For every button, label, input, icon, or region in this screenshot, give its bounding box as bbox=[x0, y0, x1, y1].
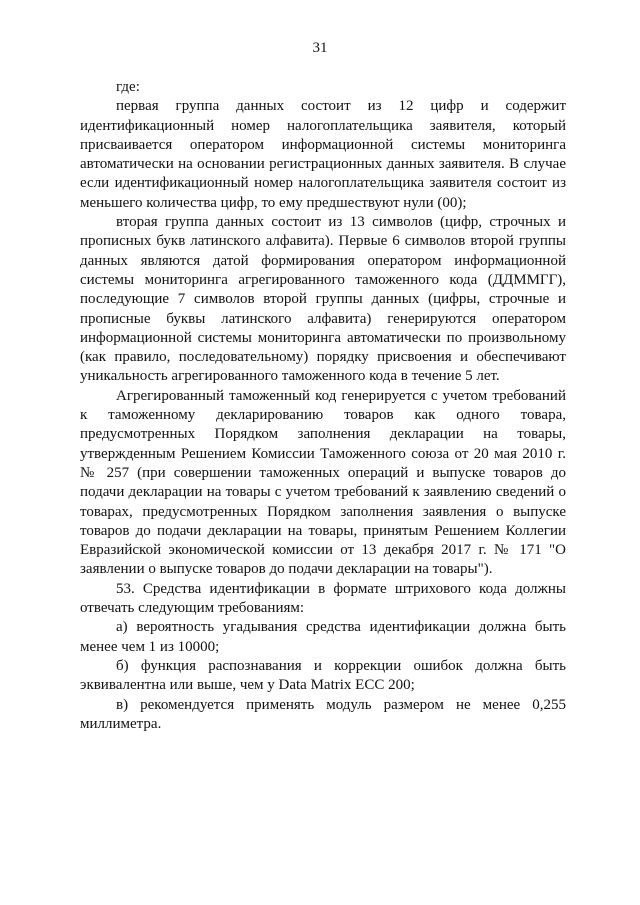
paragraph-clause-53: 53. Средства идентификации в формате штрихового кода должны отвечать следующим требованиям: bbox=[80, 580, 566, 617]
paragraph-item-b: б) функция распознавания и коррекции ошибок должна быть эквивалентна или выше, чем у Data Matrix ECC 200; bbox=[80, 657, 566, 694]
paragraph-where: где: bbox=[116, 79, 140, 95]
document-body bbox=[80, 78, 566, 734]
paragraph-aggregated-customs-code: Агрегированный таможенный код генерируется с учетом требований к таможенному декларированию товаров как одного товара, предусмотренных Порядком заполнения декларации на товары, утвержденным Решением Комиссии Таможенного союза от 20 мая 2010 г. № 257 (при совершении таможенных операций и выпуске товаров до подачи декларации на товары с учетом требований к заявлению сведений о товарах, предусмотренных Порядком заполнения заявления о выпуске товаров до подачи декларации на товары, принятым Решением Коллегии Евразийской экономической комиссии от 13 декабря 2017 г. № 171 "О заявлении о выпуске товаров до подачи декларации на товары"). bbox=[80, 387, 566, 578]
paragraph-first-data-group: первая группа данных состоит из 12 цифр и содержит идентификационный номер налогоплательщика заявителя, который присваивается оператором информационной системы мониторинга автоматически на основании регистрационных данных заявителя. В случае если идентификационный номер налогоплательщика заявителя состоит из меньшего количества цифр, то ему предшествуют нули (00); bbox=[80, 98, 566, 211]
page-number: 31 bbox=[312, 40, 328, 56]
paragraph-second-data-group: вторая группа данных состоит из 13 символов (цифр, строчных и прописных букв латинского алфавита). Первые 6 символов второй группы данных являются датой формирования оператором информационной системы мониторинга агрегированного таможенного кода (ДДММГГ), последующие 7 символов второй группы данных (цифры, строчные и прописные буквы латинского алфавита) генерируются оператором информационной системы мониторинга автоматически по произвольному (как правило, последовательному) порядку присвоения и обеспечивают уникальность агрегированного таможенного кода в течение 5 лет. bbox=[80, 214, 566, 385]
paragraph-item-c: в) рекомендуется применять модуль размером не менее 0,255 миллиметра. bbox=[80, 696, 566, 732]
paragraph-item-a: а) вероятность угадывания средства идентификации должна быть менее чем 1 из 10000; bbox=[80, 619, 566, 655]
